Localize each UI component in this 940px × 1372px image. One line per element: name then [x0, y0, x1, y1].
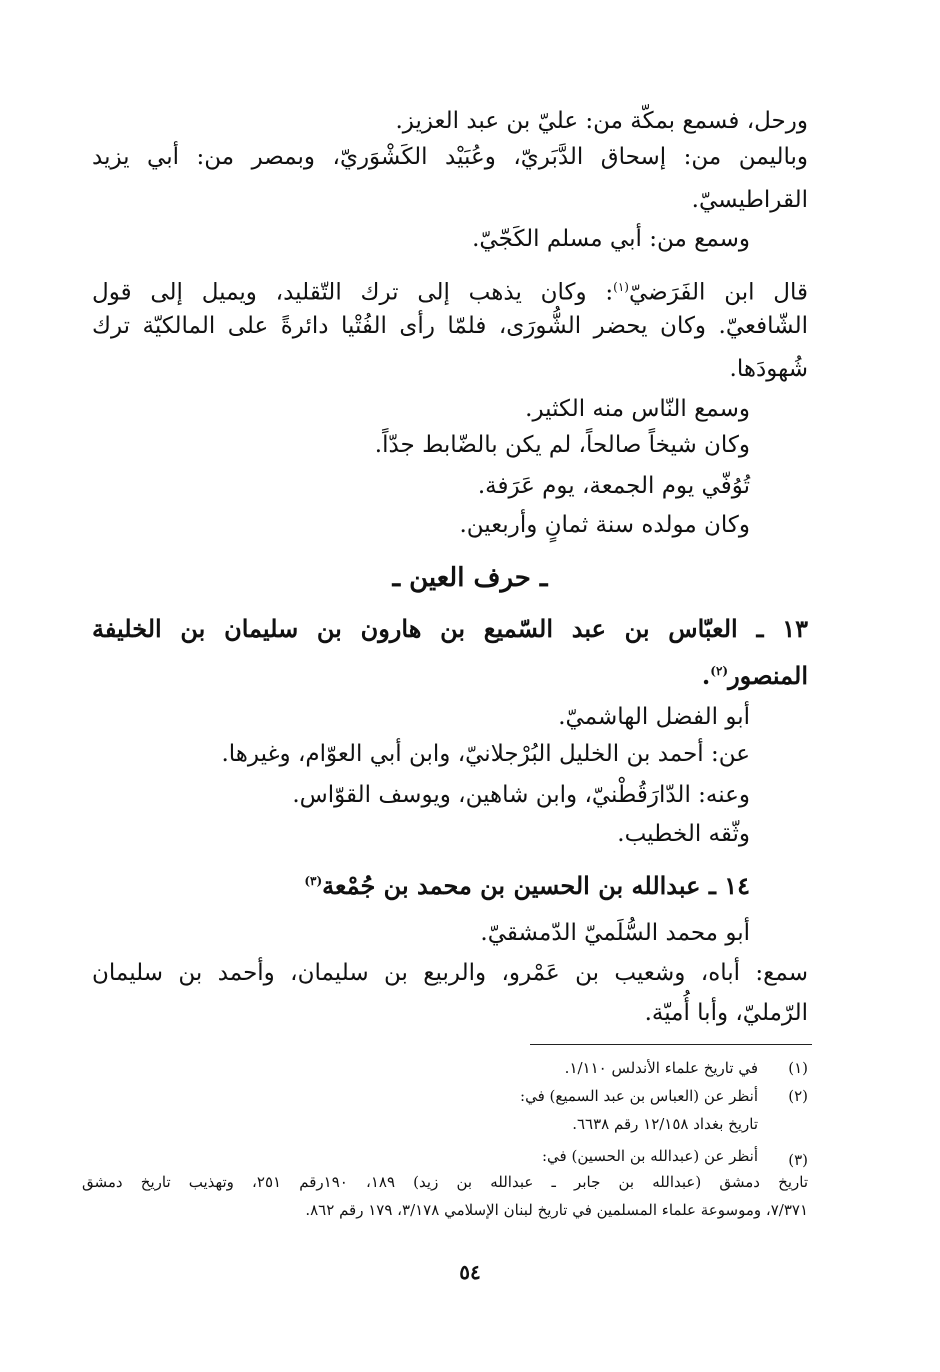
text-line: وسمع النّاس منه الكثير.	[525, 396, 750, 422]
text-segment: : وكان يذهب إلى ترك التّقليد، ويميل إلى قول	[92, 279, 614, 306]
text-line: شُهودَها.	[729, 356, 808, 382]
entry-number: ١٣	[782, 614, 808, 643]
footnote-text: تاريخ بغداد ١٢/١٥٨ رقم ٦٦٣٨.	[572, 1115, 758, 1133]
entry-title-text: ـ العبّاس بن عبد السّميع بن هارون بن سليمان بن الخليفة	[92, 614, 764, 643]
text-line: أبو الفضل الهاشميّ.	[558, 704, 750, 730]
text-line: وباليمن من: إسحاق الدَّبَريّ، وعُبَيْد الكَشْوَريّ، وبمصر من: أبي يزيد	[92, 144, 808, 170]
footnote-number: (٣)	[788, 1151, 808, 1169]
text-line	[92, 270, 808, 310]
footnote-text: أنظر عن (عبدالله بن الحسين) في:	[542, 1147, 758, 1165]
footnote-text: تاريخ دمشق (عبدالله بن جابر ـ عبدالله بن زيد) ١٨٩، ١٩٠رقم ٢٥١، وتهذيب تاريخ دمشق	[82, 1173, 808, 1191]
section-heading: ـ حرف العين ـ	[392, 563, 548, 593]
text-line: وسمع من: أبي مسلم الكَجّيّ.	[472, 226, 750, 252]
entry-title	[92, 612, 808, 646]
footnote-text: أنظر عن (العباس بن عبد السميع) في:	[520, 1087, 758, 1105]
text-line: سمع: أباه، وشعيب بن عَمْرو، والربيع بن سليمان، وأحمد بن سليمان	[92, 960, 808, 986]
text-line: ورحل، فسمع بمكّة من: عليّ بن عبد العزيز.	[395, 108, 808, 134]
footnote-text: في تاريخ علماء الأندلس ١/١١٠.	[564, 1059, 758, 1077]
entry-number: ١٤	[724, 871, 750, 900]
footnote-number: (٢)	[788, 1087, 808, 1105]
text-line: وكان مولده سنة ثمانٍ وأربعين.	[459, 512, 750, 538]
entry-title	[304, 864, 750, 903]
footnote-text: ٧/٣٧١، وموسوعة علماء المسلمين في تاريخ لبنان الإسلامي ٣/١٧٨، ١٧٩ رقم ٨٦٢.	[305, 1201, 808, 1219]
text-line: الرّمليّ، وأبا أُميّة.	[644, 1000, 808, 1026]
footnote-number: (١)	[788, 1059, 808, 1077]
text-line: عن: أحمد بن الخليل البُرْجلانيّ، وابن أبي العوّام، وغيرها.	[221, 741, 750, 767]
text-line: تُوُفّي يوم الجمعة، يوم عَرَفة.	[477, 473, 750, 499]
footnote-separator	[530, 1044, 812, 1045]
entry-title-text: ـ عبدالله بن الحسين بن محمد بن جُمْعة	[322, 871, 716, 900]
text-line: القراطيسيّ.	[691, 187, 808, 213]
entry-title-continued: المنصور$^{(٢)}$.	[701, 661, 808, 690]
page-number: ٥٤	[459, 1260, 481, 1284]
entry-title-text: المنصور	[728, 661, 808, 690]
text-line: الشّافعيّ. وكان يحضر الشُّورَى، فلمّا رأى الفُتْيا دائرةً على المالكيّة ترك	[92, 313, 808, 339]
text-segment: قال ابن الفَرَضيّ	[628, 279, 808, 306]
footnote-ref: (١)	[613, 280, 629, 294]
text-line: وعنه: الدّارَقُطْنيّ، وابن شاهين، ويوسف القوّاس.	[292, 782, 750, 808]
text-line: وثّقه الخطيب.	[617, 821, 750, 847]
text-line: أبو محمد السُّلَميّ الدّمشقيّ.	[480, 920, 750, 946]
footnote-ref: (٢)	[710, 664, 729, 678]
footnote-ref: (٣)	[304, 874, 323, 888]
text-line: وكان شيخاً صالحاً، لم يكن بالضّابط جدّاً.	[374, 432, 750, 458]
